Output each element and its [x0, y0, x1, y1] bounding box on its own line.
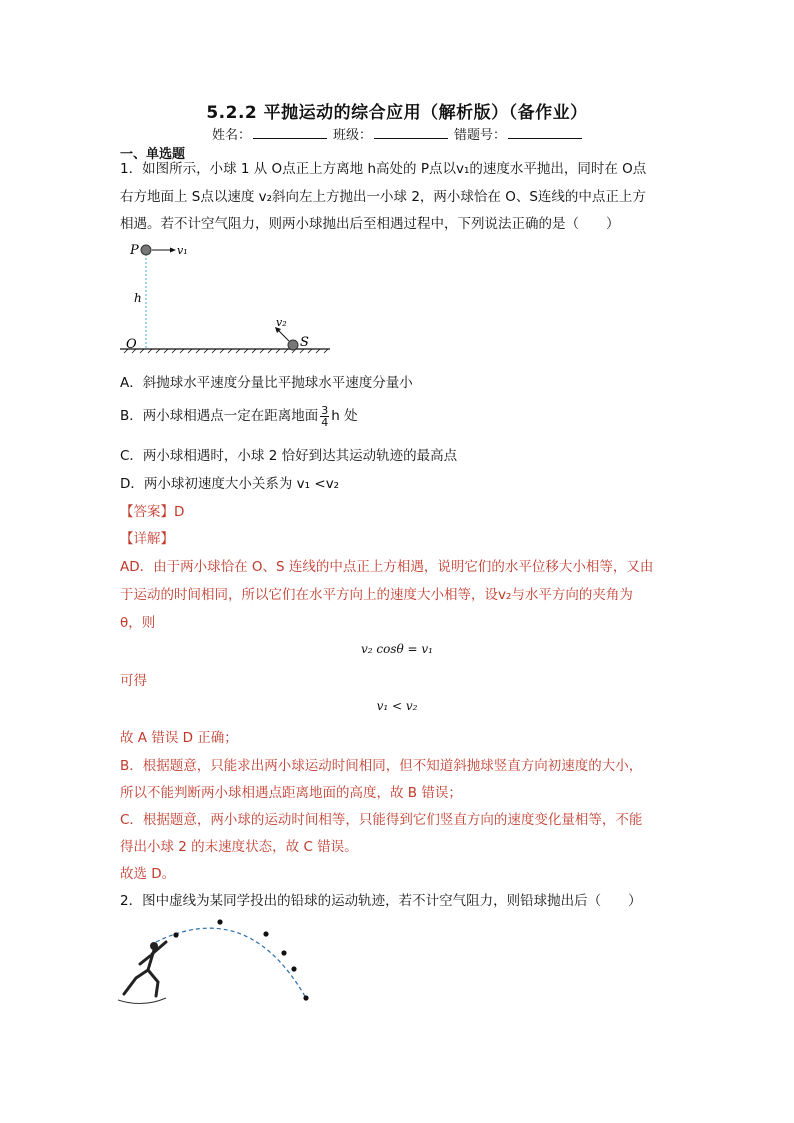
q2-stem: 2．图中虚线为某同学投出的铅球的运动轨迹，若不计空气阻力，则铅球抛出后（ ）	[120, 893, 642, 909]
q1-option-b	[120, 404, 358, 428]
wrong-blank	[508, 126, 582, 139]
label-h: h	[134, 291, 142, 305]
q1-analysis-c-1: C．根据题意，两小球的运动时间相等，只能得到它们竖直方向的速度变化量相等，不能	[120, 812, 643, 828]
q1-analysis-b-1: B．根据题意，只能求出两小球运动时间相同，但不知道斜抛球竖直方向初速度的大小，	[120, 758, 643, 774]
label-p: P	[130, 243, 139, 258]
class-blank	[374, 126, 448, 139]
q1-detail-label: 【详解】	[120, 531, 174, 547]
equation-1: v₂ cosθ = v₁	[360, 642, 433, 656]
label-o: O	[126, 337, 137, 352]
q1-stem-line-1: 1．如图所示，小球 1 从 O点正上方离地 h高处的 P点以v₁的速度水平抛出，同时在 O点	[120, 161, 647, 177]
q1-analysis-ad-2: 于运动的时间相同，所以它们在水平方向上的速度大小相等，设v₂与水平方向的夹角为	[120, 587, 633, 603]
trajectory-curve	[156, 928, 306, 998]
v2-arrow	[278, 330, 289, 341]
q1-option-c: C．两小球相遇时，小球 2 恰好到达其运动轨迹的最高点	[120, 448, 458, 464]
class-label: 班级：	[333, 128, 373, 143]
student-info-line	[212, 124, 588, 143]
q1-analysis-ad-3: θ，则	[120, 615, 156, 631]
fraction	[320, 405, 329, 428]
q1-stem-line-2: 右方地面上 S点以速度 v₂斜向左上方抛出一小球 2，两小球恰在 O、S连线的中点正上方	[120, 189, 646, 205]
q1-figure	[120, 238, 340, 358]
throwing-circle	[118, 998, 166, 1004]
page-title: 5.2.2 平抛运动的综合应用（解析版）（备作业）	[206, 103, 588, 123]
v1-arrowhead	[170, 248, 176, 253]
trajectory-points	[173, 919, 308, 1000]
ball-1	[141, 245, 151, 255]
fraction-denominator: 4	[321, 415, 329, 429]
name-blank	[253, 126, 327, 139]
q2-figure	[118, 912, 318, 1012]
q1-analysis-c-2: 得出小球 2 的末速度状态，故 C 错误。	[120, 839, 358, 855]
label-v2: v₂	[276, 316, 287, 329]
q1-final: 故选 D。	[120, 866, 176, 882]
wrong-label: 错题号：	[454, 128, 507, 143]
ground-hatching	[124, 349, 328, 353]
equation-2: v₁ < v₂	[376, 699, 418, 713]
q1-stem-line-3: 相遇。若不计空气阻力，则两小球抛出后至相遇过程中，下列说法正确的是（ ）	[120, 216, 620, 232]
label-s: S	[300, 335, 309, 350]
label-v1: v₁	[177, 244, 188, 257]
section-title: 一、单选题	[120, 147, 186, 162]
ball-2	[288, 340, 298, 350]
q1-analysis-b-2: 所以不能判断两小球相遇点距离地面的高度，故 B 错误；	[120, 785, 462, 801]
q1-answer: 【答案】D	[120, 504, 185, 520]
option-b-tail: h 处	[331, 408, 358, 424]
q1-option-a: A．斜抛球水平速度分量比平抛球水平速度分量小	[120, 375, 413, 391]
q1-kede: 可得	[120, 673, 147, 689]
athlete-figure	[124, 942, 166, 996]
q1-conclusion-ad: 故 A 错误 D 正确；	[120, 730, 238, 746]
q1-option-d: D．两小球初速度大小关系为 v₁ <v₂	[120, 476, 340, 492]
name-label: 姓名：	[212, 128, 252, 143]
fraction-numerator: 3	[321, 403, 329, 417]
q1-analysis-ad-1: AD．由于两小球恰在 O、S 连线的中点正上方相遇，说明它们的水平位移大小相等，又由	[120, 559, 654, 575]
option-b-text: B．两小球相遇点一定在距离地面	[120, 408, 319, 424]
